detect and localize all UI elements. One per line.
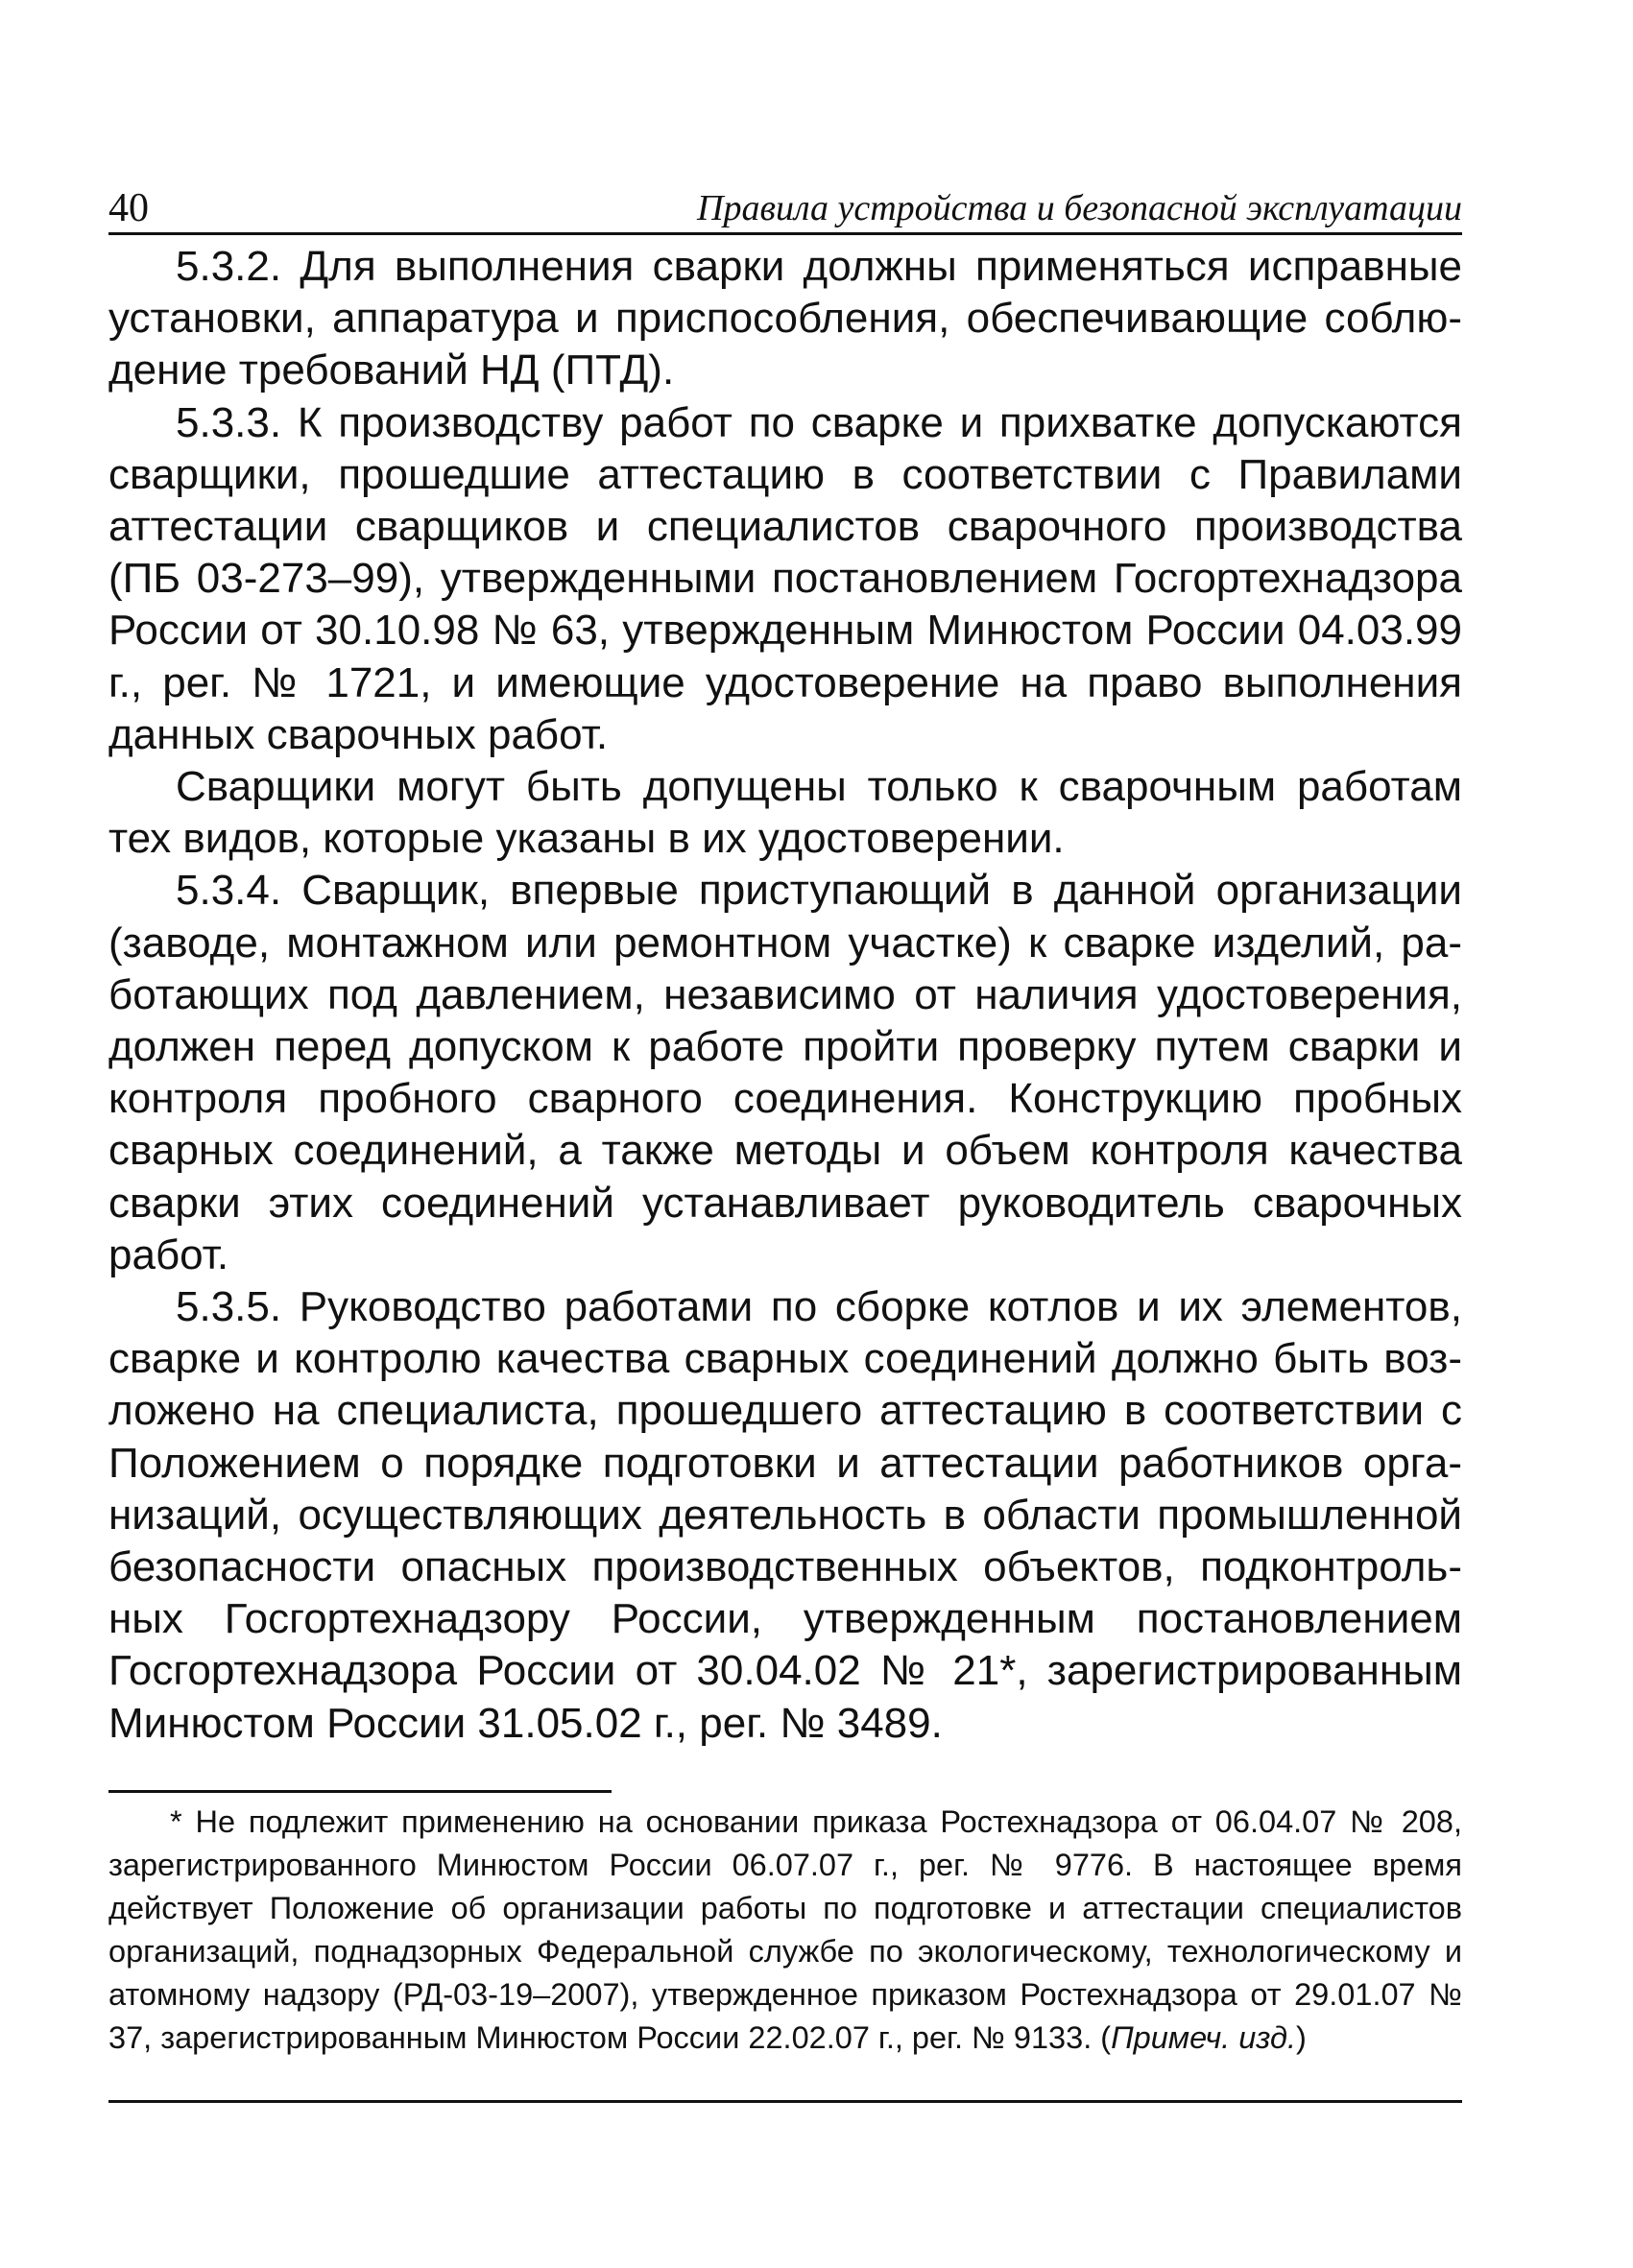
paragraph-5-3-4: 5.3.4. Сварщик, впервые приступающий в данной организации (заводе, монтажном или ремонтном участке) к сварке изделий, работающих под давлением, независимо от наличия удостоверения, должен перед допуском к работе пройти проверку путем сварки и контроля пробного сварного соединения. Конструкцию пробных сварных соединений, а также методы и объем контроля качества сварки этих соединений устанавливает руководитель сварочных работ. (108, 867, 1462, 1278)
footnote-separator (108, 1790, 612, 1793)
paragraph-welders-admission: Сварщики могут быть допущены только к сварочным работам тех видов, которые указаны в их удостоверении. (108, 763, 1462, 863)
page-number: 40 (108, 186, 149, 230)
paragraph-5-3-5: 5.3.5. Руководство работами по сборке котлов и их элементов, сварке и контролю качества сварных соединений должно быть возложено на специалиста, прошедшего аттестацию в соответствии с Положением о порядке подготовки и аттестации работников организаций, осуществляющих деятельность в области промышленной безопасности опасных производственных объектов, подконтрольных Госгортехнадзору России, утвержденным постановлением Госгортехнадзора России от 30.04.02 № 21*, зарегистрированным Минюстом России 31.05.02 г., рег. № 3489. (108, 1283, 1462, 1747)
document-page (108, 182, 1462, 2103)
bottom-rule (108, 2100, 1462, 2103)
running-header (108, 182, 1462, 235)
body-text (108, 241, 1462, 1750)
paragraph-5-3-3: 5.3.3. К производству работ по сварке и прихватке допускаются сварщики, прошедшие аттестацию в соответствии с Правилами аттестации сварщиков и специалистов сварочного производства (ПБ 03-273–99), утвержденными постановлением Госгортехнадзора России от 30.10.98 № 63, утвержденным Минюстом России 04.03.99 г., рег. № 1721, и имеющие удостоверение на право выполнения данных сварочных работ. (108, 398, 1462, 758)
editor-note: Примеч. изд. (1111, 2019, 1297, 2055)
footnote-paragraph (108, 1801, 1462, 2060)
footnote (108, 1801, 1462, 2060)
running-header-title: Правила устройства и безопасной эксплуатации (697, 188, 1462, 228)
footnote-text: * Не подлежит применению на основании приказа Ростехнадзора от 06.04.07 № 208, зарегистрированного Минюстом России 06.07.07 г., рег. № 9776. В настоящее время действует Положение об организации работы по подготовке и аттестации специалистов организаций, поднадзорных Федеральной службе по экологическому, технологическому и атомному надзору (РД-03-19–2007), утвержденное приказом Ростехнадзора от 29.01.07 № 37, зарегистрированным Минюстом России 22.02.07 г., рег. № 9133. ( (108, 1803, 1462, 2055)
footnote-close: ) (1296, 2019, 1307, 2055)
paragraph-5-3-2: 5.3.2. Для выполнения сварки должны применяться исправные установки, аппаратура и приспособления, обеспечивающие соблюдение требований НД (ПТД). (108, 243, 1462, 394)
